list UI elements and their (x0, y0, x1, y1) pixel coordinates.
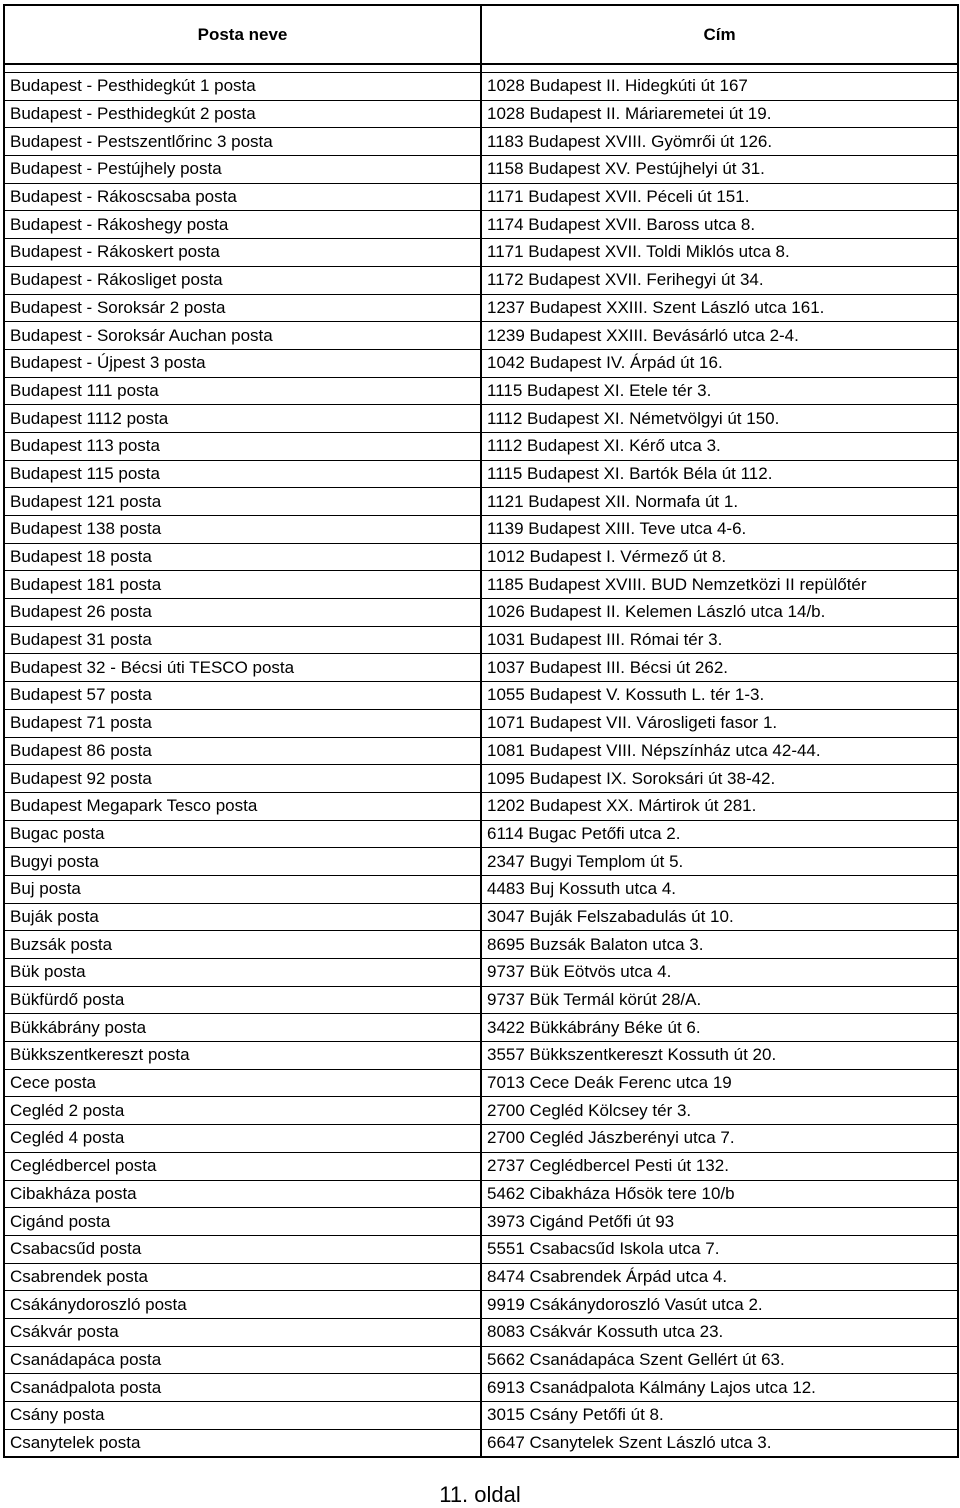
post-office-address-cell: 8083 Csákvár Kossuth utca 23. (481, 1318, 958, 1346)
post-office-address-cell: 9737 Bük Termál körút 28/A. (481, 986, 958, 1014)
table-header-row (4, 5, 958, 64)
post-office-address-cell: 1028 Budapest II. Máriaremetei út 19. (481, 100, 958, 128)
post-office-name-cell: Csanádpalota posta (4, 1374, 481, 1402)
table-row (4, 1402, 958, 1430)
table-row (4, 737, 958, 765)
table-row (4, 1318, 958, 1346)
table-row (4, 765, 958, 793)
table-row (4, 128, 958, 156)
table-row (4, 488, 958, 516)
post-office-address-cell: 1028 Budapest II. Hidegkúti út 167 (481, 73, 958, 101)
post-office-address-cell: 1171 Budapest XVII. Péceli út 151. (481, 183, 958, 211)
post-office-address-cell: 6913 Csanádpalota Kálmány Lajos utca 12. (481, 1374, 958, 1402)
post-office-name-cell: Csákvár posta (4, 1318, 481, 1346)
post-office-name-cell: Budapest Megapark Tesco posta (4, 792, 481, 820)
table-row (4, 931, 958, 959)
post-office-name-cell: Budapest - Pestszentlőrinc 3 posta (4, 128, 481, 156)
post-office-name-cell: Budapest - Rákoshegy posta (4, 211, 481, 239)
post-office-name-cell: Budapest - Soroksár 2 posta (4, 294, 481, 322)
post-office-name-cell: Budapest - Rákosliget posta (4, 266, 481, 294)
post-office-name-cell: Bükkábrány posta (4, 1014, 481, 1042)
table-row (4, 239, 958, 267)
post-office-name-cell: Budapest 121 posta (4, 488, 481, 516)
post-office-address-cell: 1031 Budapest III. Római tér 3. (481, 626, 958, 654)
post-office-address-cell: 5462 Cibakháza Hősök tere 10/b (481, 1180, 958, 1208)
table-row (4, 599, 958, 627)
table-row (4, 322, 958, 350)
post-office-name-cell: Buják posta (4, 903, 481, 931)
post-office-name-cell: Budapest 111 posta (4, 377, 481, 405)
post-office-address-cell: 1139 Budapest XIII. Teve utca 4-6. (481, 516, 958, 544)
post-office-name-cell: Cibakháza posta (4, 1180, 481, 1208)
post-office-name-cell: Budapest 26 posta (4, 599, 481, 627)
table-row (4, 986, 958, 1014)
post-office-address-cell: 1158 Budapest XV. Pestújhelyi út 31. (481, 156, 958, 184)
post-office-name-cell: Csákánydoroszló posta (4, 1291, 481, 1319)
post-office-name-cell: Budapest - Rákoscsaba posta (4, 183, 481, 211)
table-row (4, 709, 958, 737)
table-row (4, 1235, 958, 1263)
post-office-name-cell: Bükfürdő posta (4, 986, 481, 1014)
table-row (4, 516, 958, 544)
table-row (4, 875, 958, 903)
table-row (4, 959, 958, 987)
post-office-name-cell: Budapest - Pestújhely posta (4, 156, 481, 184)
post-office-name-cell: Budapest - Soroksár Auchan posta (4, 322, 481, 350)
table-row (4, 654, 958, 682)
post-office-address-cell: 3973 Cigánd Petőfi út 93 (481, 1208, 958, 1236)
post-office-name-cell: Bükkszentkereszt posta (4, 1042, 481, 1070)
post-office-name-cell: Buj posta (4, 875, 481, 903)
post-office-name-cell: Budapest 32 - Bécsi úti TESCO posta (4, 654, 481, 682)
table-row (4, 1125, 958, 1153)
post-office-address-cell: 1071 Budapest VII. Városligeti fasor 1. (481, 709, 958, 737)
table-row (4, 1208, 958, 1236)
post-office-address-cell: 1026 Budapest II. Kelemen László utca 14/b. (481, 599, 958, 627)
post-office-table (3, 4, 959, 1458)
table-row (4, 156, 958, 184)
table-row (4, 682, 958, 710)
post-office-address-cell: 3047 Buják Felszabadulás út 10. (481, 903, 958, 931)
post-office-address-cell: 2700 Cegléd Kölcsey tér 3. (481, 1097, 958, 1125)
post-office-address-cell: 1042 Budapest IV. Árpád út 16. (481, 349, 958, 377)
table-row (4, 1042, 958, 1070)
post-office-name-cell: Csanytelek posta (4, 1429, 481, 1457)
post-office-address-cell: 3557 Bükkszentkereszt Kossuth út 20. (481, 1042, 958, 1070)
post-office-address-cell: 2347 Bugyi Templom út 5. (481, 848, 958, 876)
post-office-address-cell: 1237 Budapest XXIII. Szent László utca 161. (481, 294, 958, 322)
table-row (4, 848, 958, 876)
table-row (4, 820, 958, 848)
post-office-name-cell: Budapest 31 posta (4, 626, 481, 654)
post-office-name-cell: Cegléd 4 posta (4, 1125, 481, 1153)
post-office-name-cell: Ceglédbercel posta (4, 1152, 481, 1180)
post-office-address-cell: 7013 Cece Deák Ferenc utca 19 (481, 1069, 958, 1097)
post-office-address-cell: 6114 Bugac Petőfi utca 2. (481, 820, 958, 848)
table-row (4, 266, 958, 294)
post-office-address-cell: 1112 Budapest XI. Németvölgyi út 150. (481, 405, 958, 433)
post-office-address-cell: 3015 Csány Petőfi út 8. (481, 1402, 958, 1430)
table-row (4, 571, 958, 599)
table-row (4, 1346, 958, 1374)
post-office-address-cell: 1112 Budapest XI. Kérő utca 3. (481, 432, 958, 460)
table-row (4, 626, 958, 654)
post-office-address-cell: 4483 Buj Kossuth utca 4. (481, 875, 958, 903)
post-office-address-cell: 9919 Csákánydoroszló Vasút utca 2. (481, 1291, 958, 1319)
post-office-address-cell: 1171 Budapest XVII. Toldi Miklós utca 8. (481, 239, 958, 267)
post-office-address-cell: 1172 Budapest XVII. Ferihegyi út 34. (481, 266, 958, 294)
table-row (4, 183, 958, 211)
table-row (4, 1069, 958, 1097)
table-row (4, 1180, 958, 1208)
post-office-address-cell: 1037 Budapest III. Bécsi út 262. (481, 654, 958, 682)
post-office-address-cell: 1202 Budapest XX. Mártirok út 281. (481, 792, 958, 820)
post-office-name-cell: Budapest 86 posta (4, 737, 481, 765)
post-office-name-cell: Budapest 57 posta (4, 682, 481, 710)
table-row (4, 1263, 958, 1291)
post-office-name-cell: Csabacsűd posta (4, 1235, 481, 1263)
table-row (4, 294, 958, 322)
table-row (4, 792, 958, 820)
post-office-name-cell: Cece posta (4, 1069, 481, 1097)
post-office-address-cell: 1012 Budapest I. Vérmező út 8. (481, 543, 958, 571)
table-row (4, 1374, 958, 1402)
table-row (4, 460, 958, 488)
post-office-name-cell: Budapest - Pesthidegkút 1 posta (4, 73, 481, 101)
post-office-name-cell: Budapest 92 posta (4, 765, 481, 793)
table-row (4, 903, 958, 931)
post-office-name-cell: Budapest - Újpest 3 posta (4, 349, 481, 377)
table-row (4, 1291, 958, 1319)
post-office-name-cell: Csány posta (4, 1402, 481, 1430)
post-office-address-cell: 6647 Csanytelek Szent László utca 3. (481, 1429, 958, 1457)
post-office-name-cell: Bugyi posta (4, 848, 481, 876)
page-number: 11. oldal (439, 1482, 521, 1507)
post-office-address-cell: 8474 Csabrendek Árpád utca 4. (481, 1263, 958, 1291)
post-office-name-cell: Cigánd posta (4, 1208, 481, 1236)
post-office-address-cell: 2737 Ceglédbercel Pesti út 132. (481, 1152, 958, 1180)
post-office-address-cell: 3422 Bükkábrány Béke út 6. (481, 1014, 958, 1042)
post-office-name-cell: Budapest 71 posta (4, 709, 481, 737)
post-office-address-cell: 1121 Budapest XII. Normafa út 1. (481, 488, 958, 516)
post-office-address-cell: 1183 Budapest XVIII. Gyömrői út 126. (481, 128, 958, 156)
post-office-address-cell: 5662 Csanádapáca Szent Gellért út 63. (481, 1346, 958, 1374)
table-row (4, 1152, 958, 1180)
post-office-name-cell: Csanádapáca posta (4, 1346, 481, 1374)
post-office-address-cell: 5551 Csabacsűd Iskola utca 7. (481, 1235, 958, 1263)
post-office-name-cell: Budapest 181 posta (4, 571, 481, 599)
post-office-name-cell: Cegléd 2 posta (4, 1097, 481, 1125)
post-office-name-cell: Budapest 1112 posta (4, 405, 481, 433)
post-office-address-cell: 1185 Budapest XVIII. BUD Nemzetközi II repülőtér (481, 571, 958, 599)
table-row (4, 73, 958, 101)
post-office-address-cell: 8695 Buzsák Balaton utca 3. (481, 931, 958, 959)
post-office-address-cell: 1115 Budapest XI. Bartók Béla út 112. (481, 460, 958, 488)
post-office-name-cell: Bük posta (4, 959, 481, 987)
column-header-address: Cím (481, 5, 958, 64)
post-office-address-cell: 1081 Budapest VIII. Népszínház utca 42-44. (481, 737, 958, 765)
table-row (4, 543, 958, 571)
post-office-name-cell: Budapest - Pesthidegkút 2 posta (4, 100, 481, 128)
table-row (4, 211, 958, 239)
table-row (4, 349, 958, 377)
post-office-name-cell: Bugac posta (4, 820, 481, 848)
column-header-name: Posta neve (4, 5, 481, 64)
post-office-address-cell: 1055 Budapest V. Kossuth L. tér 1-3. (481, 682, 958, 710)
table-row (4, 377, 958, 405)
post-office-name-cell: Buzsák posta (4, 931, 481, 959)
post-office-name-cell: Budapest 113 posta (4, 432, 481, 460)
post-office-address-cell: 1174 Budapest XVII. Baross utca 8. (481, 211, 958, 239)
post-office-name-cell: Budapest - Rákoskert posta (4, 239, 481, 267)
table-spacer-row (4, 64, 958, 73)
table-row (4, 100, 958, 128)
table-row (4, 405, 958, 433)
post-office-address-cell: 1239 Budapest XXIII. Bevásárló utca 2-4. (481, 322, 958, 350)
post-office-name-cell: Budapest 138 posta (4, 516, 481, 544)
table-row (4, 1014, 958, 1042)
table-row (4, 1097, 958, 1125)
post-office-address-cell: 9737 Bük Eötvös utca 4. (481, 959, 958, 987)
post-office-address-cell: 1115 Budapest XI. Etele tér 3. (481, 377, 958, 405)
post-office-address-cell: 1095 Budapest IX. Soroksári út 38-42. (481, 765, 958, 793)
table-row (4, 432, 958, 460)
post-office-address-cell: 2700 Cegléd Jászberényi utca 7. (481, 1125, 958, 1153)
table-row (4, 1429, 958, 1457)
post-office-name-cell: Budapest 115 posta (4, 460, 481, 488)
post-office-name-cell: Budapest 18 posta (4, 543, 481, 571)
post-office-name-cell: Csabrendek posta (4, 1263, 481, 1291)
